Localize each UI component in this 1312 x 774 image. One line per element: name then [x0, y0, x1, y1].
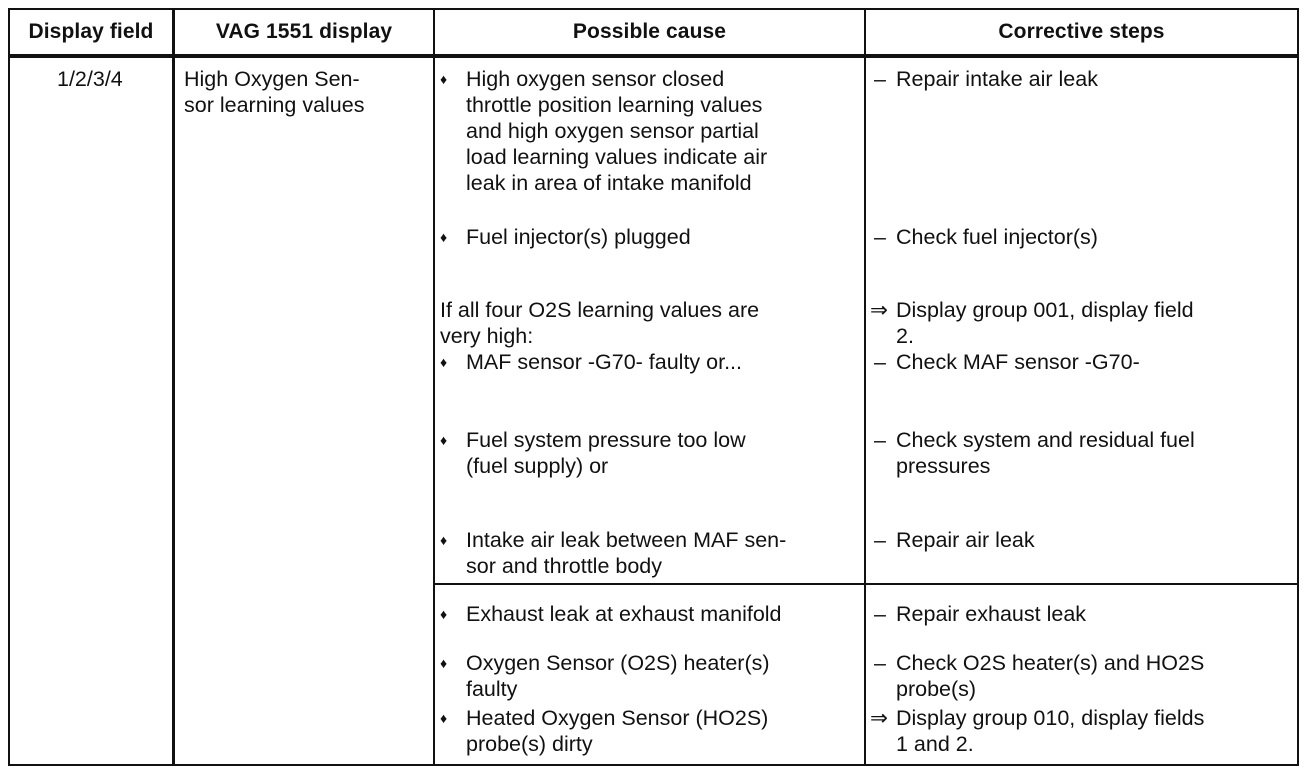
cause-line: Fuel injector(s) plugged — [466, 225, 691, 249]
step-item — [870, 297, 1194, 349]
cause-intro — [440, 297, 759, 349]
dash-icon: – — [874, 651, 886, 675]
header-display-field: Display field — [28, 20, 154, 43]
step-line: Display group 001, display field — [896, 298, 1194, 322]
cause-line: Heated Oxygen Sensor (HO2S) — [466, 706, 769, 730]
cause-line: Oxygen Sensor (O2S) heater(s) — [466, 651, 770, 675]
cause-item — [436, 224, 691, 250]
step-line: Check fuel injector(s) — [896, 225, 1098, 249]
cause-line: Fuel system pressure too low — [466, 428, 746, 452]
bullet-icon: ♦ — [440, 229, 448, 245]
header-corrective-steps: Corrective steps — [998, 20, 1165, 43]
step-line: Repair intake air leak — [896, 67, 1098, 91]
cause-line: very high: — [440, 324, 534, 348]
step-item — [870, 427, 1195, 479]
dash-icon: – — [874, 67, 886, 91]
arrow-right-icon: ⇒ — [870, 706, 889, 730]
cause-line: leak in area of intake manifold — [466, 171, 752, 195]
header-possible-cause: Possible cause — [572, 20, 727, 43]
step-item — [870, 349, 1140, 375]
step-line: 1 and 2. — [896, 732, 974, 756]
cause-line: probe(s) dirty — [466, 732, 593, 756]
cause-line: faulty — [466, 677, 518, 701]
display-field-value: 1/2/3/4 — [57, 67, 123, 91]
step-item — [870, 601, 1086, 627]
cause-item — [436, 527, 786, 579]
cause-item — [436, 66, 767, 196]
cause-line: load learning values indicate air — [466, 145, 768, 169]
cause-item — [436, 349, 742, 375]
cause-item — [436, 427, 746, 479]
cause-line: sor and throttle body — [466, 554, 663, 578]
cause-line: (fuel supply) or — [466, 454, 609, 478]
column-divider — [864, 8, 866, 766]
step-line: Check system and residual fuel — [896, 428, 1195, 452]
dash-icon: – — [874, 428, 886, 452]
cause-line: and high oxygen sensor partial — [466, 119, 759, 143]
vag-display-line2: sor learning values — [184, 93, 365, 117]
step-line: Repair air leak — [896, 528, 1035, 552]
cause-item — [436, 650, 770, 702]
cause-item — [436, 705, 768, 757]
step-item — [870, 224, 1098, 250]
header-separator — [8, 54, 1299, 58]
bullet-icon: ♦ — [440, 710, 448, 726]
step-item — [870, 705, 1204, 757]
arrow-right-icon: ⇒ — [870, 298, 889, 322]
step-line: 2. — [896, 324, 914, 348]
step-item — [870, 66, 1098, 92]
cause-item — [436, 601, 782, 627]
cause-line: throttle position learning values — [466, 93, 763, 117]
column-divider — [433, 8, 435, 766]
column-divider — [172, 8, 175, 766]
header-vag-display: VAG 1551 display — [215, 20, 393, 43]
cause-line: Exhaust leak at exhaust manifold — [466, 602, 782, 626]
step-item — [870, 527, 1035, 553]
dash-icon: – — [874, 350, 886, 374]
dash-icon: – — [874, 528, 886, 552]
cause-line: Intake air leak between MAF sen- — [466, 528, 787, 552]
step-item — [870, 650, 1204, 702]
bullet-icon: ♦ — [440, 606, 448, 622]
bullet-icon: ♦ — [440, 71, 448, 87]
step-line: probe(s) — [896, 677, 977, 701]
cause-line: MAF sensor -G70- faulty or... — [466, 350, 743, 374]
dash-icon: – — [874, 225, 886, 249]
bullet-icon: ♦ — [440, 432, 448, 448]
step-line: Repair exhaust leak — [896, 602, 1087, 626]
row-separator — [434, 583, 1299, 585]
bullet-icon: ♦ — [440, 532, 448, 548]
step-line: pressures — [896, 454, 991, 478]
step-line: Display group 010, display fields — [896, 706, 1205, 730]
bullet-icon: ♦ — [440, 354, 448, 370]
cause-line: High oxygen sensor closed — [466, 67, 725, 91]
bullet-icon: ♦ — [440, 655, 448, 671]
dash-icon: – — [874, 602, 886, 626]
step-line: Check O2S heater(s) and HO2S — [896, 651, 1205, 675]
vag-display-line1: High Oxygen Sen- — [184, 67, 360, 91]
step-line: Check MAF sensor -G70- — [896, 350, 1140, 374]
cause-line: If all four O2S learning values are — [440, 298, 760, 322]
